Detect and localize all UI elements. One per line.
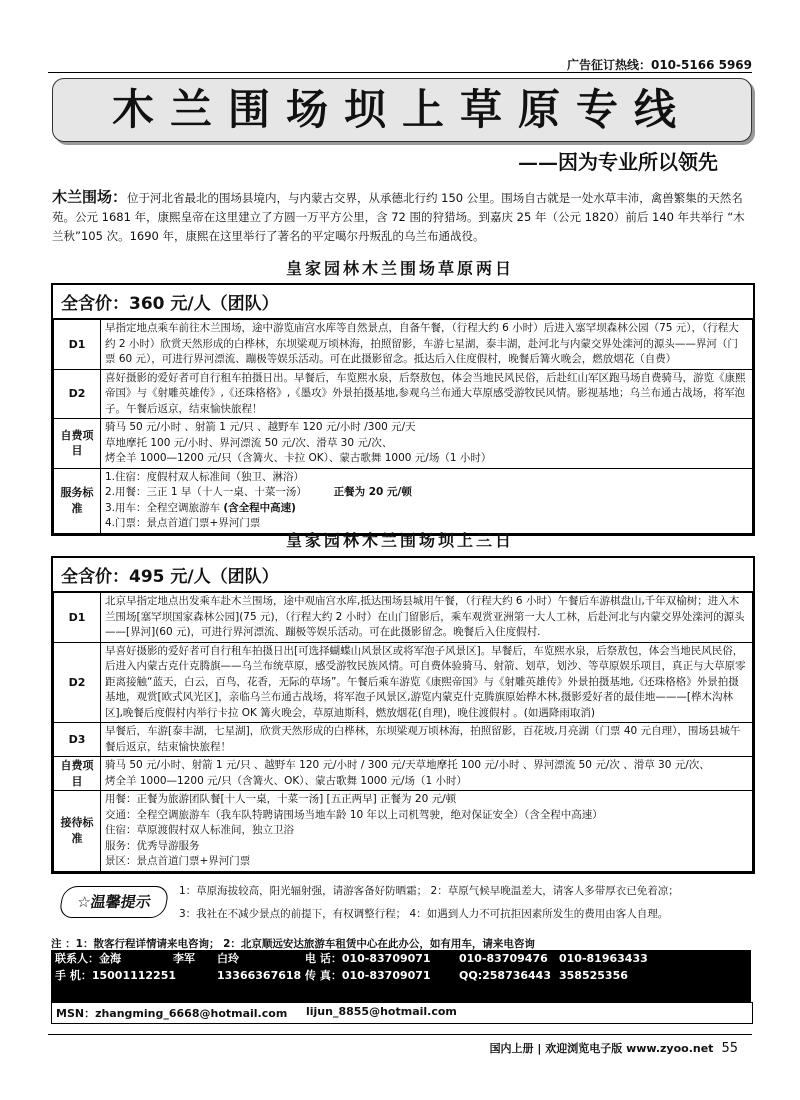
- table-row: [54, 757, 753, 791]
- line: 住宿：草原渡假村双人标准间，独立卫浴: [105, 824, 294, 836]
- intro-text: 位于河北省最北的围场县境内，与内蒙古交界，从承德北行约 150 公里。围场自古就是一处水草丰沛，禽兽繁集的天然名苑。公元 1681 年，康熙皇帝在这里建立了方圆一万平方公里，含 72 围的狩猎场。到嘉庆 25 年（公元 1820）前后 140 年共举行 “木兰秋”105 次。1690 年，康熙在这里举行了著名的平定噶尔丹叛乱的乌兰布通战役。: [52, 191, 745, 243]
- line-text: 3.用车：全程空调旅游车: [105, 501, 221, 514]
- row-text: 早指定地点乘车前往木兰围场，途中游览庙宫水库等自然景点，自备午餐，（行程大约 6 小时）后进入塞罕坝森林公园（75 元），（行程大约 2 小时）欣赏天然形成的白桦林，东坝梁观万顷林海，拍照留影，车游七星湖，泰丰湖，赴河北与内蒙交界处滦河的源头——界河（门票 60 元），可进行界河漂流、蹦极等娱乐活动。可在此摄影留念。抵达后入住度假村，晚餐后篝火晚会，燃放烟花（自费）: [101, 320, 753, 370]
- line: 交通：全程空调旅游车（我车队特聘请围场当地车龄 10 年以上司机驾驶，绝对保证安全）（含全程中高速）: [105, 808, 603, 821]
- footer-rule: [48, 1034, 752, 1035]
- contact-phone: 010-81963433: [559, 952, 648, 965]
- msn-row: [51, 1002, 753, 1024]
- line: 景区：景点首道门票+界河门票: [105, 855, 251, 867]
- line: 烤全羊 1000—1200 元/只（含篝火、OK）、蒙古歌舞 1000 元/场（1 小时）: [105, 774, 468, 787]
- msn-account: MSN：zhangming_6668@hotmail.com: [56, 1007, 288, 1020]
- slogan: ——因为专业所以领先: [518, 150, 718, 174]
- row-label: D3: [54, 723, 101, 757]
- contact-row: [55, 967, 747, 984]
- contact-phone: 010-83709476: [459, 952, 548, 965]
- ad-hotline: 广告征订热线：010-5166 5969: [566, 58, 752, 72]
- line: 1.住宿：度假村双人标准间（独卫、淋浴）: [105, 470, 305, 483]
- row-text: [101, 791, 753, 872]
- intro-paragraph: [52, 188, 752, 246]
- line: 用餐：正餐为旅游团队餐[十人一桌，十菜一汤] [五正两早] 正餐为 20 元/顿: [105, 793, 457, 805]
- tip-line: 3：我社在不减少景点的前提下，有权调整行程； 4：如遇到人力不可抗拒因素所发生的费用由客人自理。: [179, 908, 669, 920]
- package1-price: 全含价：360 元/人（团队）: [53, 285, 753, 319]
- page-number: 55: [721, 1041, 738, 1056]
- contact-person: 白玲: [217, 952, 239, 965]
- table-row: [54, 468, 753, 533]
- top-rule: [48, 72, 752, 73]
- row-text: 早餐后，车游[泰丰湖，七星湖]，欣赏天然形成的白桦林，东坝梁观万顷林海，拍照留影，百花坡,月亮湖（门票 40 元自理），围场县城午餐后返京，结束愉快旅程！: [101, 723, 753, 757]
- line-text: 2.用餐：三正 1 早（十人一桌、十菜一汤）: [105, 486, 307, 498]
- row-text: [101, 468, 753, 533]
- row-label: D1: [54, 320, 101, 370]
- package1-table: [53, 319, 753, 534]
- row-text: [101, 419, 753, 469]
- package1-title: 皇家园林木兰围场草原两日: [285, 259, 514, 278]
- contact-mobile: 13366367618: [217, 969, 302, 982]
- row-label: D2: [54, 642, 101, 723]
- table-row: [54, 593, 753, 643]
- tip-line: 1：草原海拔较高，阳光辐射强，请游客备好防晒霜； 2：草原气候早晚温差大，请客人多带厚衣已免着凉；: [179, 885, 679, 897]
- row-text: 早喜好摄影的爱好者可自行租车拍摄日出[可选择蝴蝶山风景区或将军泡子风景区]。早餐后，车览熙水泉，后祭敖包，体会当地民风民俗，后进入内蒙古克什克腾旗——乌兰布统草原，感受游牧民族风情。可自费体验骑马、射箭、划草，划沙、等草原娱乐项目，真正与大草原零距离接触“蓝天，白云，百鸟，花香，无际的草场”。午餐后乘车游览《康熙帝国》与《射雕英雄传》外景拍摄基地,《还珠格格》外景拍摄基地，观赏[欧式风光区]，亲临乌兰布通古战场，将军泡子风景区,游览内蒙克什克腾旗原始桦木林,摄影爱好者的最佳地———[桦木沟林区],晚餐后度假村内举行卡拉 OK 篝火晚会，草原迪斯科，燃放烟花(自理)，晚住渡假村 。(如遇降雨取消): [101, 642, 753, 723]
- contact-row: [55, 950, 747, 967]
- line: 服务：优秀导游服务: [105, 839, 200, 852]
- row-label: D2: [54, 369, 101, 419]
- row-label: D1: [54, 593, 101, 643]
- contact-qq: 358525356: [559, 969, 628, 982]
- row-label: 服务标准: [54, 468, 101, 533]
- contact-bar: [51, 950, 751, 1002]
- package2-box: [51, 556, 755, 874]
- intro-lead: 木兰围场：: [52, 188, 128, 206]
- msn-account: lijun_8855@hotmail.com: [306, 1005, 457, 1018]
- row-text: 喜好摄影的爱好者可自行租车拍摄日出。早餐后，车览熙水泉，后祭敖包，体会当地民风民俗，后赴红山军区跑马场自费骑马，游览《康熙帝国》与《射雕英雄传》,《还珠格格》,《墨攻》外景拍摄基地,参观乌兰布通大草原感受游牧民风情。影视基地；乌兰布通古战场，将军泡子。午餐后返京，结束愉快旅程！: [101, 369, 753, 419]
- tips-tag: ☆温馨提示: [58, 886, 170, 918]
- line: 草地摩托 100 元/小时、界河漂流 50 元/次、滑草 30 元/次、: [105, 436, 393, 449]
- line: 骑马 50 元/小时、射箭 1 元/只 、越野车 120 元/小时 / 300 元/天草地摩托 100 元/小时 、界河漂流 50 元/次 、滑草 30 元/次、: [105, 759, 710, 771]
- title-banner: [52, 78, 752, 142]
- contact-person: 联系人：金海: [55, 952, 121, 965]
- line: 烤全羊 1000—1200 元/只（含篝火、卡拉 OK）、蒙古歌舞 1000 元/场（1 小时）: [105, 452, 492, 464]
- page-title: 木兰围场坝上草原专线: [111, 85, 692, 134]
- table-row: [54, 723, 753, 757]
- contact-person: 李军: [173, 952, 195, 965]
- row-text: [101, 757, 753, 791]
- package2-price: 全含价：495 元/人（团队）: [53, 558, 753, 592]
- row-label: 自费项目: [54, 419, 101, 469]
- tips-text: [179, 880, 679, 926]
- table-row: [54, 369, 753, 419]
- line: 4.门票：景点首道门票+界河门票: [105, 517, 261, 529]
- note: 注 ：1：散客行程详情请来电咨询； 2：北京顺远安达旅游车租赁中心在此办公，如有用车，请来电咨询: [51, 938, 535, 950]
- row-label: 自费项目: [54, 757, 101, 791]
- table-row: [54, 419, 753, 469]
- line: 骑马 50 元/小时 、射箭 1 元/只 、越野车 120 元/小时 /300 元/天: [105, 421, 416, 433]
- table-row: [54, 642, 753, 723]
- package2-title: 皇家园林木兰围场坝上三日: [285, 531, 514, 550]
- contact-fax: 传 真：010-83709071: [305, 969, 431, 982]
- row-label: 接待标准: [54, 791, 101, 872]
- car-note: (含全程中高速): [223, 501, 296, 514]
- meal-note: 正餐为 20 元/顿: [333, 486, 412, 498]
- contact-qq: QQ:258736443: [459, 969, 551, 982]
- contact-phone: 电 话：010-83709071: [305, 952, 431, 965]
- line: [105, 501, 748, 517]
- contact-mobile: 手 机：15001112251: [55, 969, 177, 982]
- line: [105, 485, 748, 501]
- row-text: 北京早指定地点出发乘车赴木兰围场，途中观庙宫水库,抵达围场县城用午餐，（行程大约 6 小时）午餐后车游棋盘山,千年双榆树；进入木兰围场[塞罕坝国家森林公园](75 元)，（行程大约 2 小时）在山门留影后，乘车观赏亚洲第一大人工林，后赴河北与内蒙交界处滦河的源头——[界河](60 元)，可进行界河漂流、蹦极等娱乐活动。可在此摄影留念。晚餐后入住度假村.: [101, 593, 753, 643]
- footer-text: 国内上册 | 欢迎浏览电子版 www.zyoo.net: [489, 1042, 714, 1055]
- table-row: [54, 320, 753, 370]
- package1-box: [51, 283, 755, 536]
- footer: [490, 1040, 738, 1056]
- tips-section: [51, 876, 751, 932]
- package2-table: [53, 592, 753, 872]
- table-row: [54, 791, 753, 872]
